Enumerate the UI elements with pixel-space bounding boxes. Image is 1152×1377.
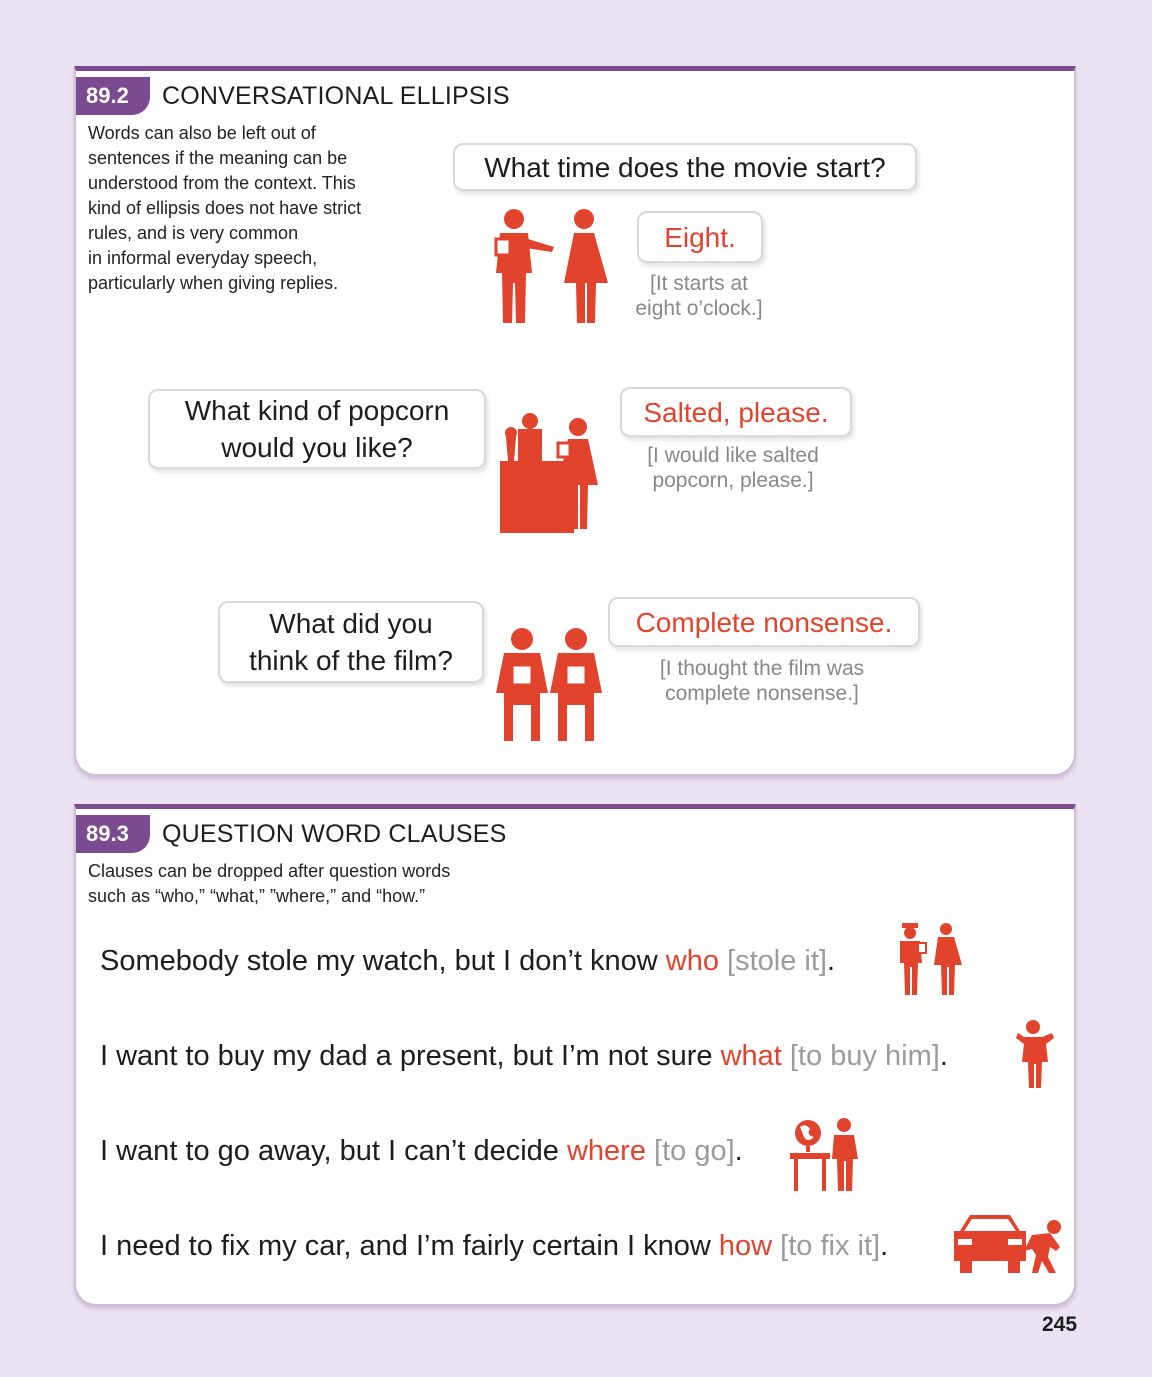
globe-icon — [788, 1117, 860, 1193]
question-word: what — [720, 1040, 782, 1072]
answer-bubble: Eight. — [637, 211, 763, 263]
example-sentence: I want to buy my dad a present, but I’m not sure what [to buy him]. — [100, 1040, 948, 1072]
question-bubble: What time does the movie start? — [453, 143, 917, 191]
gloss-text: [It starts at eight o’clock.] — [635, 272, 763, 320]
section-title: QUESTION WORD CLAUSES — [162, 819, 507, 848]
cinema-audience-icon — [494, 627, 606, 741]
section-header — [76, 815, 507, 853]
answer-bubble: Complete nonsense. — [608, 597, 920, 647]
question-bubble: What kind of popcorn would you like? — [148, 389, 486, 469]
police-officer-icon — [894, 921, 968, 995]
two-people-talking-icon — [486, 207, 616, 327]
omitted-clause: [stole it] — [719, 945, 827, 977]
omitted-clause: [to buy him] — [781, 1040, 940, 1072]
omitted-clause: [to go] — [645, 1135, 735, 1167]
page-number: 245 — [1042, 1313, 1078, 1336]
example-sentence: I need to fix my car, and I’m fairly certain I know how [to fix it]. — [100, 1230, 889, 1262]
section-conversational-ellipsis — [74, 66, 1076, 776]
section-question-word-clauses — [74, 804, 1076, 1306]
shrugging-person-icon — [1010, 1019, 1056, 1089]
section-number: 89.2 — [76, 77, 150, 115]
car-repair-icon — [950, 1213, 1066, 1275]
question-word: how — [718, 1230, 773, 1262]
popcorn-stand-icon — [500, 409, 608, 533]
example-sentence: I want to go away, but I can’t decide where [to go]. — [100, 1135, 743, 1167]
question-bubble: What did you think of the film? — [218, 601, 484, 683]
section-header — [76, 77, 510, 115]
gloss-text: [I would like salted popcorn, please.] — [647, 444, 819, 492]
section-intro: Clauses can be dropped after question words such as “who,” “what,” ”where,” and “how.” — [88, 861, 451, 906]
answer-bubble: Salted, please. — [620, 387, 852, 437]
question-word: who — [665, 945, 719, 977]
gloss-text: [I thought the film was complete nonsense.] — [659, 657, 865, 705]
section-title: CONVERSATIONAL ELLIPSIS — [162, 81, 510, 110]
section-intro: Words can also be left out of sentences if the meaning can be understood from the context. This kind of ellipsis does not have strict rules, and is very common in informal everyday speech, particularly when giving replies. — [88, 123, 362, 293]
omitted-clause: [to fix it] — [772, 1230, 881, 1262]
example-sentence: Somebody stole my watch, but I don’t know who [stole it]. — [100, 945, 836, 977]
question-word: where — [566, 1135, 646, 1167]
section-number: 89.3 — [76, 815, 150, 853]
